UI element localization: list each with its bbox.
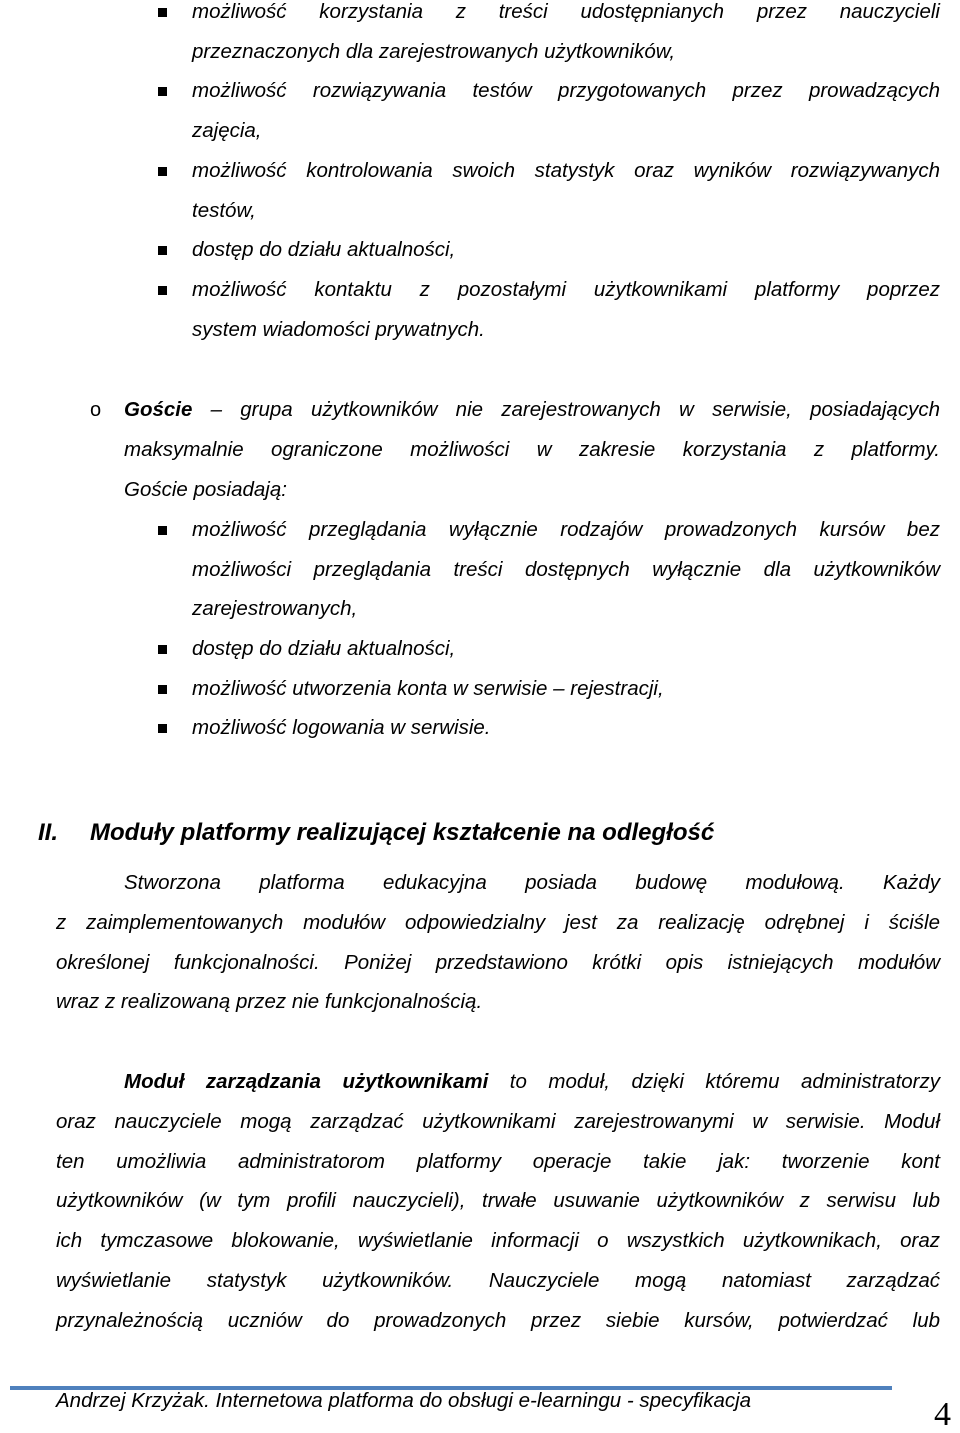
para1-line1: Stworzona platforma edukacyjna posiada budowę modułową. Każdy: [124, 871, 940, 894]
list1-item1-line2: przeznaczonych dla zarejestrowanych użytkowników,: [192, 40, 676, 63]
list2-item3-line1: możliwość utworzenia konta w serwisie – rejestracji,: [192, 677, 664, 700]
guests-line2: maksymalnie ograniczone możliwości w zakresie korzystania z platformy.: [124, 438, 940, 461]
para1-line2: z zaimplementowanych modułów odpowiedzialny jest za realizację odrębnej i ściśle: [56, 911, 940, 934]
square-bullet-icon: [158, 286, 167, 295]
list1-item5-line1: możliwość kontaktu z pozostałymi użytkownikami platformy poprzez: [192, 278, 940, 301]
para2-line2: oraz nauczyciele mogą zarządzać użytkownikami zarejestrowanymi w serwisie. Moduł: [56, 1110, 940, 1133]
square-bullet-icon: [158, 685, 167, 694]
square-bullet-icon: [158, 526, 167, 535]
list1-item2-line2: zajęcia,: [192, 119, 262, 142]
list1-item2-line1: możliwość rozwiązywania testów przygotowanych przez prowadzących: [192, 79, 940, 102]
square-bullet-icon: [158, 167, 167, 176]
guests-line1-rest: – grupa użytkowników nie zarejestrowanych w serwisie, posiadających: [192, 398, 940, 421]
list2-item1-line1: możliwość przeglądania wyłącznie rodzajów prowadzonych kursów bez: [192, 518, 940, 541]
list2-item1-line3: zarejestrowanych,: [192, 597, 358, 620]
list1-item4-line1: dostęp do działu aktualności,: [192, 238, 456, 261]
list1-item3-line2: testów,: [192, 199, 256, 222]
square-bullet-icon: [158, 87, 167, 96]
para2-line4: użytkowników (w tym profili nauczycieli), trwałe usuwanie użytkowników z serwisu lub: [56, 1189, 940, 1212]
square-bullet-icon: [158, 645, 167, 654]
square-bullet-icon: [158, 246, 167, 255]
list1-item5-line2: system wiadomości prywatnych.: [192, 318, 485, 341]
square-bullet-icon: [158, 724, 167, 733]
section-number: II.: [38, 819, 59, 846]
guests-line1: [124, 398, 940, 422]
para2-line7: przynależnością uczniów do prowadzonych przez siebie kursów, potwierdzać lub: [56, 1309, 940, 1332]
guests-term: Goście: [124, 398, 193, 421]
square-bullet-icon: [158, 8, 167, 17]
para2-line3: ten umożliwia administratorom platformy operacje takie jak: tworzenie kont: [56, 1150, 940, 1173]
para2-line1: [124, 1070, 940, 1094]
guests-line3: Goście posiadają:: [124, 478, 287, 501]
para2-line6: wyświetlanie statystyk użytkowników. Nauczyciele mogą natomiast zarządzać: [56, 1269, 940, 1292]
module-term: Moduł zarządzania użytkownikami: [124, 1070, 489, 1093]
list2-item2-line1: dostęp do działu aktualności,: [192, 637, 456, 660]
circle-bullet-icon: o: [90, 399, 102, 421]
list2-item1-line2: możliwości przeglądania treści dostępnych wyłącznie dla użytkowników: [192, 558, 940, 581]
para2-line5: ich tymczasowe blokowanie, wyświetlanie informacji o wszystkich użytkownikach, oraz: [56, 1229, 940, 1252]
list1-item3-line1: możliwość kontrolowania swoich statystyk oraz wyników rozwiązywanych: [192, 159, 940, 182]
page-number: 4: [934, 1396, 951, 1433]
para1-line3: określonej funkcjonalności. Poniżej przedstawiono krótki opis istniejących modułów: [56, 951, 940, 974]
list2-item4-line1: możliwość logowania w serwisie.: [192, 716, 491, 739]
section-title: Moduły platformy realizującej kształcenie na odległość: [90, 819, 715, 846]
footer-text: Andrzej Krzyżak. Internetowa platforma do obsługi e-learningu - specyfikacja: [56, 1389, 752, 1412]
para1-line4: wraz z realizowaną przez nie funkcjonalnością.: [56, 990, 483, 1013]
list1-item1-line1: możliwość korzystania z treści udostępnianych przez nauczycieli: [192, 0, 940, 23]
para2-line1-rest: to moduł, dzięki któremu administratorzy: [488, 1070, 940, 1093]
